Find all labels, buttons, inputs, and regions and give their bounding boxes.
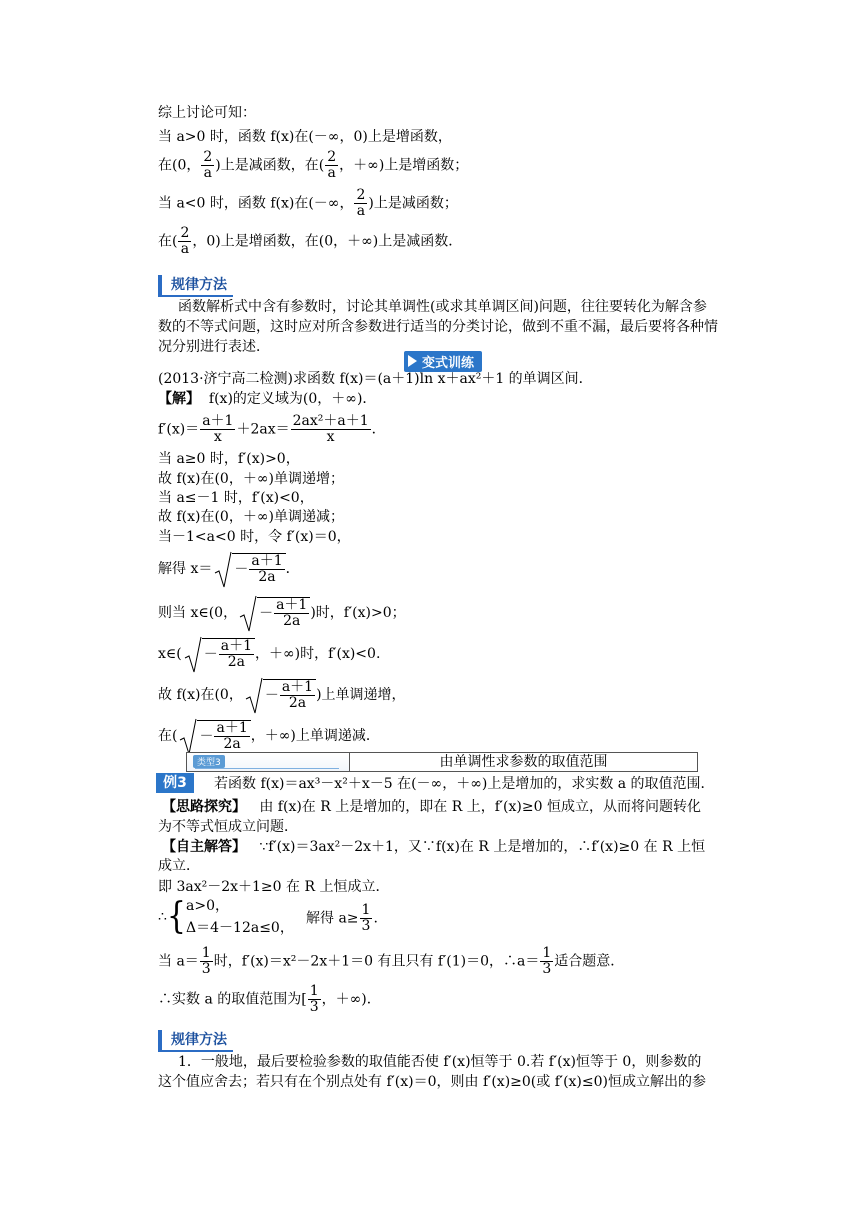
method-paragraph: 1．一般地，最后要检验参数的取值能否使 f′(x)恒等于 0.若 f′(x)恒等于 0，则参数的: [178, 1054, 702, 1070]
sqrt-expression: － $\frac{a+1}{2a}$: [245, 679, 316, 711]
variant-interval-line: x∈( － $\frac{a+1}{2a}$ ，＋∞)时，f′(x)<0.: [158, 638, 381, 670]
variant-interval-line: 在( － $\frac{a+1}{2a}$ ，＋∞)上单调递减．: [158, 720, 380, 752]
example-answer-line: 【自主解答】 ∵f′(x)＝3ax²－2x＋1，又∵f(x)在 R 上是增加的，∴f′(x)≥0 在 R 上恒: [162, 839, 706, 855]
method-paragraph: 这个值应舍去；若只有在个别点处有 f′(x)＝0，则由 f′(x)≥0(或 f′(x)≤0)恒成立解出的参: [158, 1074, 706, 1090]
method-paragraph: 况分别进行表述．: [158, 339, 270, 355]
example-answer-line: ∴实数 a 的取值范围为[ $\frac{1}{3}$ ，＋∞)．: [158, 983, 381, 1015]
method-paragraph: 函数解析式中含有参数时，讨论其单调性(或求其单调区间)问题，往往要转化为解含参: [178, 299, 707, 315]
fraction: $\frac{a+1}{x}$: [202, 413, 234, 445]
sqrt-expression: － $\frac{a+1}{2a}$: [214, 553, 285, 585]
type-label-cell: [187, 753, 350, 771]
variant-training-badge: 变式训练: [404, 351, 482, 372]
variant-root-line: 解得 x＝ － $\frac{a+1}{2a}$ ．: [158, 553, 300, 585]
method-paragraph: 数的不等式问题，这时应对所含参数进行适当的分类讨论，做到不重不漏，最后要将各种情: [158, 319, 718, 335]
example-answer-line: 即 3ax²－2x＋1≥0 在 R 上恒成立．: [158, 879, 390, 895]
fraction: $\frac{1}{3}$: [361, 902, 371, 934]
variant-interval-line: 故 f(x)在(0， － $\frac{a+1}{2a}$ )上单调递增，: [158, 679, 406, 711]
example-answer-line: 成立．: [158, 858, 200, 874]
example-answer-line: 当 a＝ $\frac{1}{3}$ 时，f′(x)＝x²－2x＋1＝0 有且只有 f′(1)＝0，∴a＝ $\frac{1}{3}$ 适合题意．: [158, 945, 625, 977]
method-tag: 规律方法: [158, 1030, 233, 1052]
fraction: $\frac{1}{3}$: [201, 945, 211, 977]
example-system: ∴{ a>0， Δ＝4－12a≤0，: [158, 895, 294, 938]
fraction: $\frac{2}{a}$: [180, 225, 190, 257]
type-header-bar: [186, 752, 698, 772]
type-title: 由单调性求参数的取值范围: [439, 754, 608, 770]
fraction: $\frac{2}{a}$: [356, 187, 366, 219]
summary-line-1: 综上讨论可知：: [158, 105, 256, 121]
sqrt-expression: － $\frac{a+1}{2a}$: [239, 597, 310, 629]
fraction: $\frac{1}{3}$: [542, 945, 552, 977]
variant-solution-line: 故 f(x)在(0，＋∞)单调递减；: [158, 509, 344, 525]
variant-derivative-line: f′(x)＝ $\frac{a+1}{x}$ ＋2ax＝ $\frac{\text{2ax²＋a＋1}}{x}$ ．: [158, 413, 386, 445]
type-label: 类型3: [193, 755, 225, 768]
variant-solution-line: 故 f(x)在(0，＋∞)单调递增；: [158, 471, 344, 487]
summary-line-4: 当 a<0 时，函数 f(x)在(－∞， $\frac{2}{a}$ )上是减函数；: [158, 187, 458, 219]
summary-line-3: 在(0， $\frac{2}{a}$ )上是减函数，在( $\frac{2}{a}$ ，＋∞)上是增函数；: [158, 149, 469, 181]
fraction: $\frac{1}{3}$: [309, 983, 319, 1015]
summary-line-5: 在( $\frac{2}{a}$ ，0)上是增函数，在(0，＋∞)上是减函数．: [158, 225, 463, 257]
fraction: $\frac{2}{a}$: [203, 149, 213, 181]
sqrt-expression: － $\frac{a+1}{2a}$: [179, 720, 250, 752]
fraction: $\frac{\text{2ax²＋a＋1}}{x}$: [292, 413, 369, 445]
variant-interval-line: 则当 x∈(0， － $\frac{a+1}{2a}$ )时，f′(x)>0；: [158, 597, 406, 629]
fraction: $\frac{2}{a}$: [327, 149, 337, 181]
summary-line-2: 当 a>0 时，函数 f(x)在(－∞，0)上是增函数，: [158, 129, 452, 145]
variant-solution-line: 当 a≥0 时，f′(x)>0，: [158, 451, 300, 467]
variant-solution-line: 当－1<a<0 时，令 f′(x)＝0，: [158, 529, 351, 545]
sqrt-expression: － $\frac{a+1}{2a}$: [184, 638, 255, 670]
example-system-result: 解得 a≥ $\frac{1}{3}$ .: [306, 902, 378, 934]
method-tag: 规律方法: [158, 275, 233, 297]
example-question: 若函数 f(x)＝ax³－x²＋x－5 在(－∞，＋∞)上是增加的，求实数 a 的取值范围．: [214, 776, 715, 792]
variant-question: (2013·济宁高二检测)求函数 f(x)＝(a＋1)ln x＋ax²＋1 的单调区间．: [158, 371, 593, 387]
variant-solution-line: 【解】 f(x)的定义域为(0，＋∞)．: [158, 391, 377, 407]
example-think-line: 为不等式恒成立问题．: [158, 819, 298, 835]
example-think-line: 【思路探究】 由 f(x)在 R 上是增加的，即在 R 上，f′(x)≥0 恒成立，从而将问题转化: [162, 799, 701, 815]
example-badge: 例3: [156, 773, 194, 793]
variant-solution-line: 当 a≤－1 时，f′(x)<0，: [158, 490, 314, 506]
